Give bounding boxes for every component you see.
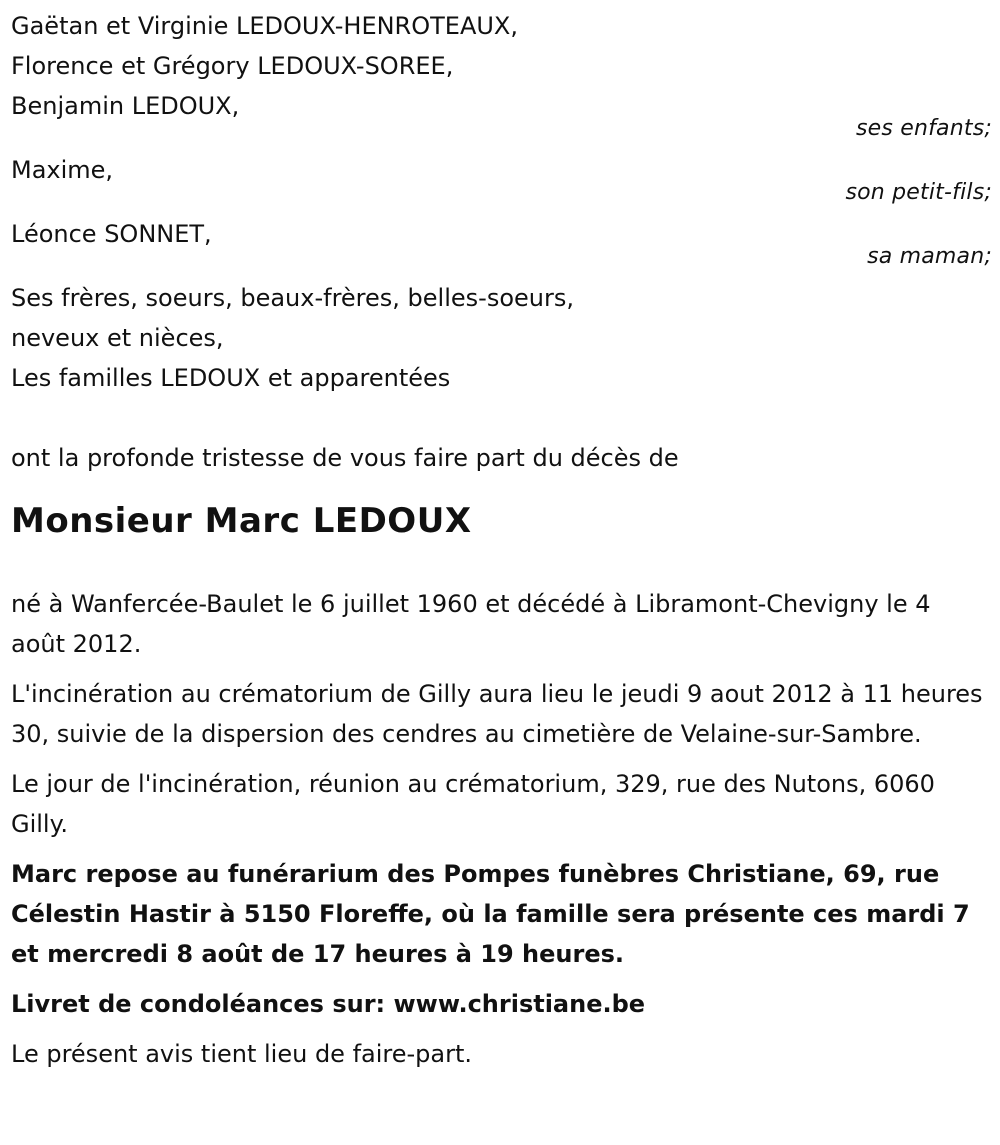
children-role: ses enfants; [855, 116, 992, 141]
family-line: neveux et nièces, [11, 324, 224, 352]
gathering-text: Le jour de l'incinération, réunion au crématorium, 329, rue des Nutons, 6060 Gilly. [11, 770, 935, 838]
obituary-notice [11, 6, 992, 1084]
announcement-text: ont la profonde tristesse de vous faire part du décès de [11, 444, 679, 472]
family-line: Ses frères, soeurs, beaux-frères, belles-soeurs, [11, 284, 574, 312]
mother-block [11, 214, 992, 269]
mother-line: Léonce SONNET, [11, 220, 212, 248]
grandson-block [11, 150, 992, 205]
birth-death-text: né à Wanfercée-Baulet le 6 juillet 1960 et décédé à Libramont-Chevigny le 4 août 2012. [11, 590, 931, 658]
grandson-line: Maxime, [11, 156, 114, 184]
deceased-name: Monsieur Marc LEDOUX [11, 501, 472, 541]
condolences-text: Livret de condoléances sur: www.christiane.be [11, 990, 646, 1018]
family-line: Les familles LEDOUX et apparentées [11, 364, 451, 392]
grandson-role: son petit-fils; [845, 180, 992, 205]
child-line: Benjamin LEDOUX, [11, 92, 240, 120]
mother-role: sa maman; [867, 244, 992, 269]
cremation-text: L'incinération au crématorium de Gilly aura lieu le jeudi 9 aout 2012 à 11 heures 30, suivie de la dispersion des cendres au cimetière de Velaine-sur-Sambre. [11, 680, 983, 748]
visitation-text: Marc repose au funérarium des Pompes funèbres Christiane, 69, rue Célestin Hastir à 5150 Floreffe, où la famille sera présente ces mardi 7 et mercredi 8 août de 17 heures à 19 heures. [11, 860, 970, 968]
family-block [11, 278, 992, 398]
children-block [11, 6, 992, 141]
notice-text: Le présent avis tient lieu de faire-part. [11, 1040, 473, 1068]
child-line: Florence et Grégory LEDOUX-SOREE, [11, 52, 454, 80]
child-line: Gaëtan et Virginie LEDOUX-HENROTEAUX, [11, 12, 518, 40]
